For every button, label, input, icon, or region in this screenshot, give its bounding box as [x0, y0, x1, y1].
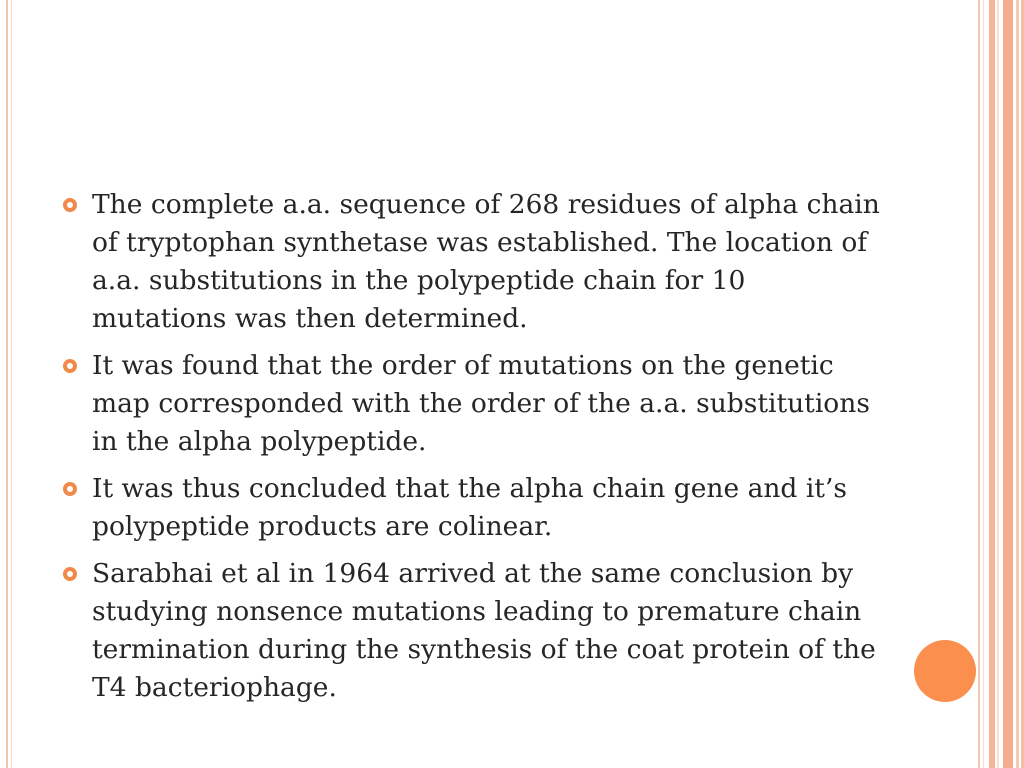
right-decorative-stripes	[978, 0, 1024, 768]
bullet-list	[62, 186, 882, 716]
stripe	[978, 0, 980, 768]
decorative-circle	[914, 640, 976, 702]
stripe	[1016, 0, 1019, 768]
left-border-line-inner	[11, 0, 12, 768]
list-item	[62, 186, 882, 338]
list-item	[62, 347, 882, 461]
stripe	[1003, 0, 1013, 768]
stripe	[997, 0, 999, 768]
left-border-line	[6, 0, 8, 768]
bullet-text: Sarabhai et al in 1964 arrived at the same conclusion by studying nonsence mutations leading to premature chain termination during the synthesis of the coat protein of the T4 bacteriophage.	[92, 558, 876, 703]
circle-bullet-icon	[63, 198, 77, 212]
bullet-text: It was thus concluded that the alpha chain gene and it’s polypeptide products are colinear.	[92, 473, 847, 542]
circle-bullet-icon	[63, 482, 77, 496]
circle-bullet-icon	[63, 567, 77, 581]
stripe	[989, 0, 995, 768]
list-item	[62, 470, 882, 546]
bullet-text: The complete a.a. sequence of 268 residues of alpha chain of tryptophan synthetase was established. The location of a.a. substitutions in the polypeptide chain for 10 mutations was then determined.	[92, 189, 880, 334]
list-item	[62, 555, 882, 707]
stripe	[983, 0, 984, 768]
bullet-text: It was found that the order of mutations on the genetic map corresponded with the order of the a.a. substitutions in the alpha polypeptide.	[92, 350, 870, 457]
circle-bullet-icon	[63, 359, 77, 373]
